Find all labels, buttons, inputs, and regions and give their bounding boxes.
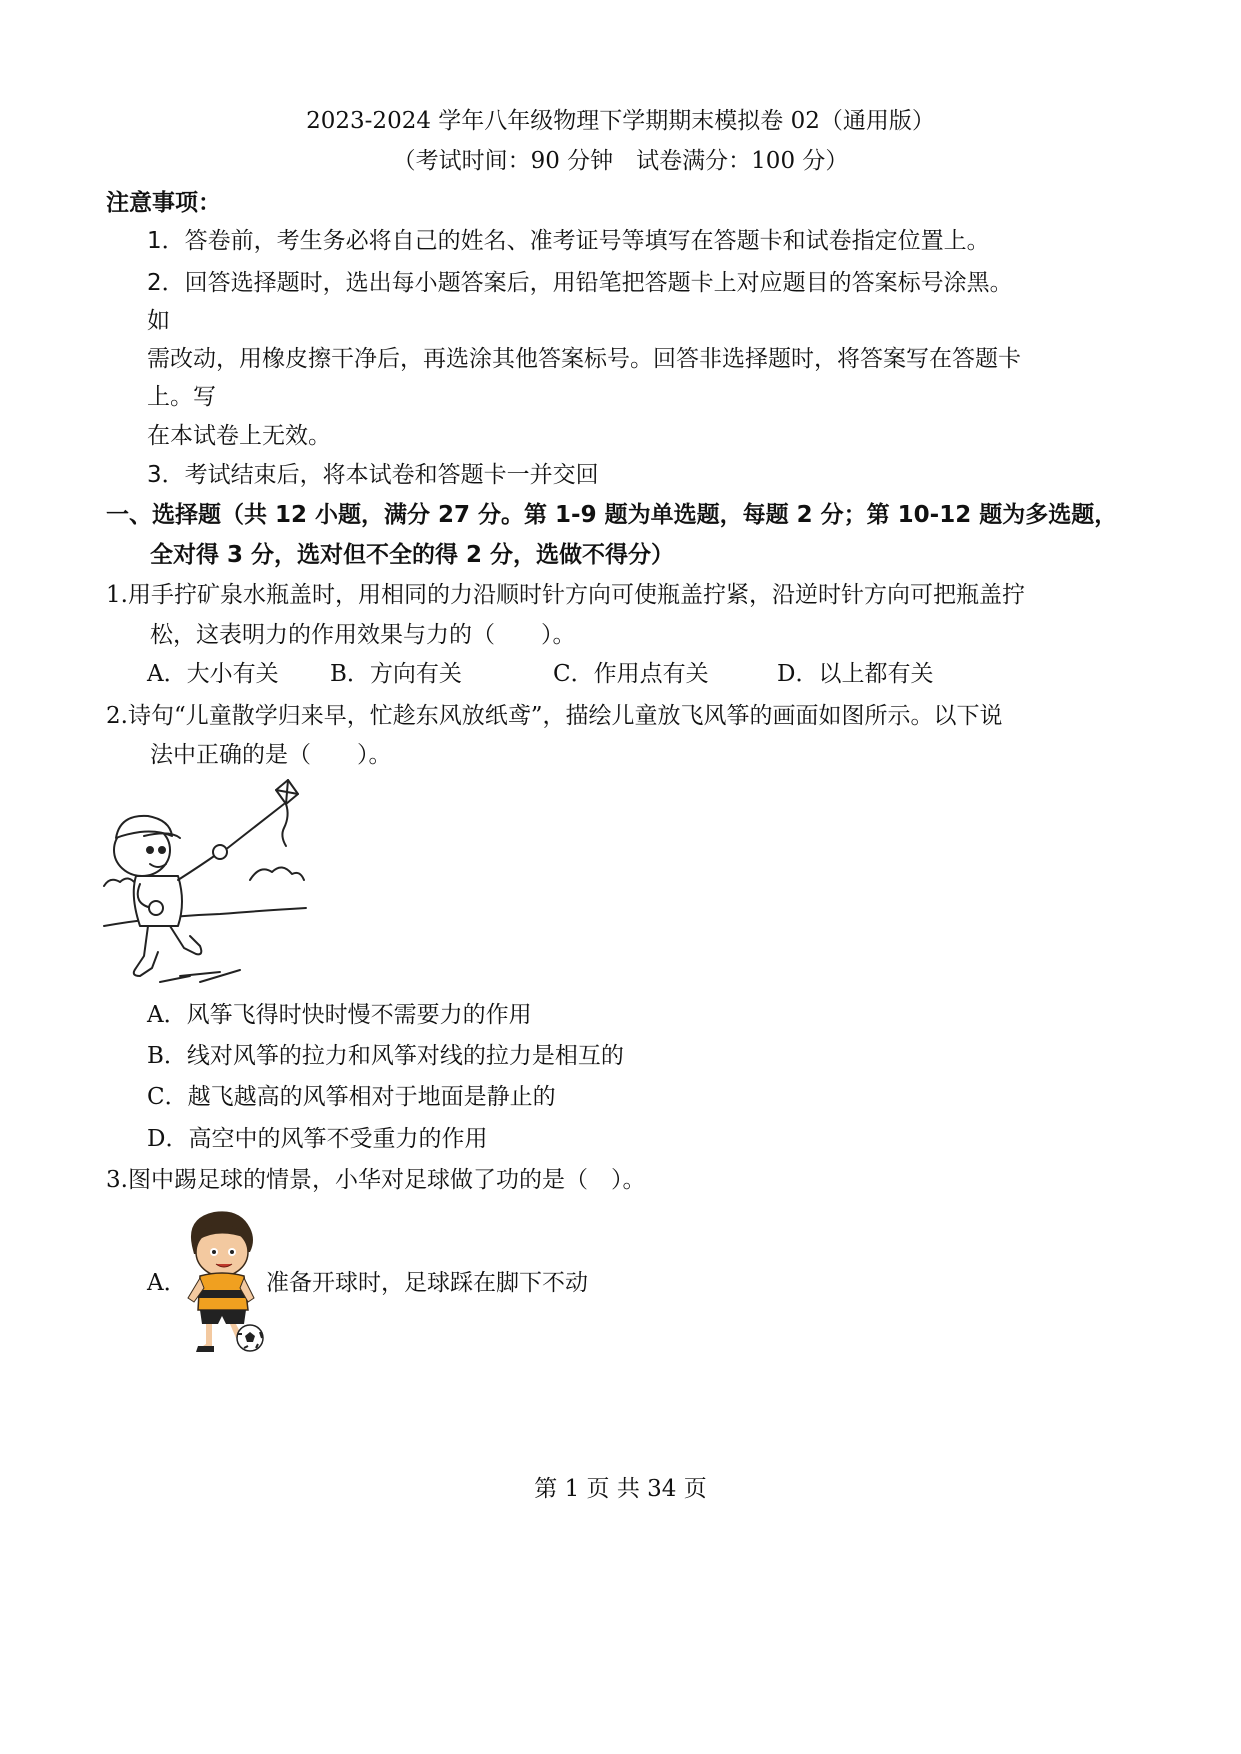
q2-option-a: A．风筝飞得时快时慢不需要力的作用 bbox=[147, 1002, 532, 1028]
notice-item-2: 2．回答选择题时，选出每小题答案后，用铅笔把答题卡上对应题目的答案标号涂黑。 bbox=[147, 270, 1013, 296]
kite-boy-figure bbox=[100, 776, 310, 990]
q1-option-b: B．方向有关 bbox=[330, 661, 462, 687]
notice-item-2-cont: 需改动，用橡皮擦干净后，再选涂其他答案标号。回答非选择题时，将答案写在答题卡 bbox=[147, 346, 1021, 372]
page-footer: 第 1 页 共 34 页 bbox=[534, 1476, 707, 1502]
q1-option-d: D．以上都有关 bbox=[777, 661, 934, 687]
notice-item-2-cont: 上。写 bbox=[147, 384, 216, 410]
question-2-cont: 法中正确的是（ ）。 bbox=[150, 742, 392, 768]
section-heading-cont: 全对得 3 分，选对但不全的得 2 分，选做不得分） bbox=[150, 542, 675, 568]
notice-item-1: 1．答卷前，考生务必将自己的姓名、准考证号等填写在答题卡和试卷指定位置上。 bbox=[147, 228, 990, 254]
q1-option-a: A．大小有关 bbox=[147, 661, 279, 687]
notice-item-3: 3．考试结束后，将本试卷和答题卡一并交回 bbox=[147, 462, 599, 488]
question-3: 3.图中踢足球的情景，小华对足球做了功的是（ ）。 bbox=[106, 1167, 646, 1193]
q3-option-a-label: A． bbox=[147, 1270, 187, 1296]
section-heading: 一、选择题（共 12 小题，满分 27 分。第 1-9 题为单选题，每题 2 分；第 10-12 题为多选题， bbox=[106, 502, 1118, 528]
q2-option-c: C．越飞越高的风筝相对于地面是静止的 bbox=[147, 1084, 556, 1110]
question-1-cont: 松，这表明力的作用效果与力的（ ）。 bbox=[150, 622, 576, 648]
soccer-boy-figure bbox=[178, 1206, 270, 1356]
page-title: 2023-2024 学年八年级物理下学期期末模拟卷 02（通用版） bbox=[306, 108, 935, 134]
q2-option-d: D．高空中的风筝不受重力的作用 bbox=[147, 1126, 488, 1152]
q2-option-b: B．线对风筝的拉力和风筝对线的拉力是相互的 bbox=[147, 1043, 624, 1069]
question-1: 1.用手拧矿泉水瓶盖时，用相同的力沿顺时针方向可使瓶盖拧紧，沿逆时针方向可把瓶盖拧 bbox=[106, 582, 1025, 608]
page-subtitle: （考试时间：90 分钟 试卷满分：100 分） bbox=[392, 148, 849, 174]
question-2: 2.诗句“儿童散学归来早，忙趁东风放纸鸢”，描绘儿童放飞风筝的画面如图所示。以下说 bbox=[106, 703, 1003, 729]
notice-item-2-cont: 如 bbox=[147, 308, 170, 334]
q1-option-c: C．作用点有关 bbox=[553, 661, 709, 687]
notice-heading: 注意事项： bbox=[106, 190, 221, 216]
q3-option-a-text: 准备开球时，足球踩在脚下不动 bbox=[266, 1270, 588, 1296]
notice-item-2-cont: 在本试卷上无效。 bbox=[147, 423, 331, 449]
